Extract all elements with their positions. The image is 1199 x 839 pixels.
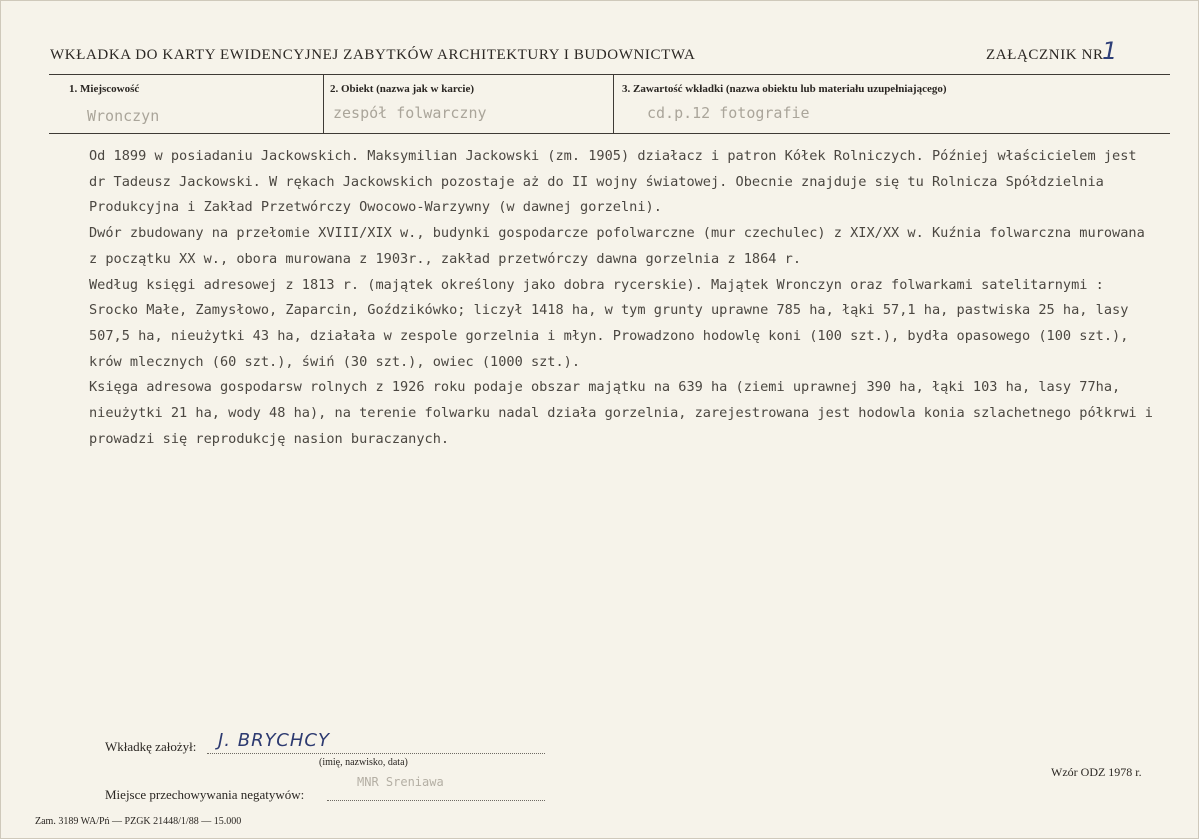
locality-value: Wronczyn [87,107,160,125]
contents-label: 3. Zawartość wkładki (nazwa obiektu lub materiału uzupełniającego) [622,83,947,95]
founder-hint: (imię, nazwisko, data) [319,757,408,768]
founder-line [207,753,545,754]
header-divider [49,74,1170,75]
description-text [89,144,1161,452]
field-separator-2 [613,74,614,133]
fields-divider [49,133,1170,134]
contents-value: cd.p.12 fotografie [647,104,810,122]
negatives-value: MNR Sreniawa [357,775,444,789]
annex-label: ZAŁĄCZNIK NR [986,47,1104,63]
form-model: Wzór ODZ 1978 r. [1051,765,1142,779]
locality-label: 1. Miejscowość [69,83,140,95]
paragraph-ownership: Od 1899 w posiadaniu Jackowskich. Maksymilian Jackowski (zm. 1905) działacz i patron Kółek Rolniczych. Później właścicielem jest dr Tadeusz Jackowski. W rękach Jackowskich pozostaje aż do II wojny światowej. Obecnie znajduje się tu Rolnicza Spółdzielnia Produkcyjna i Zakład Przetwórczy Owocowo-Warzywny (w dawnej gorzelni). [89,148,1137,216]
paragraph-1813-register: Według księgi adresowej z 1813 r. (majątek określony jako dobra rycerskie). Majątek Wronczyn oraz folwarkami satelitarnymi : Srocko Małe, Zamysłowo, Zaparcin, Goździkówko; liczył 1418 ha, w tym grunty uprawne 785 ha, łąki 57,1 ha, pastwiska 25 ha, lasy 507,5 ha, nieużytki 43 ha, działała w zespole gorzelnia i młyn. Prowadzono hodowlę koni (100 szt.), bydła opasowego (100 szt.), krów mlecznych (60 szt.), świń (30 szt.), owiec (1000 szt.). [89,276,1129,370]
object-value: zespół folwarczny [333,104,487,122]
object-label: 2. Obiekt (nazwa jak w karcie) [330,83,475,95]
paragraph-buildings: Dwór zbudowany na przełomie XVIII/XIX w., budynki gospodarcze pofolwarczne (mur czechulec) z XIX/XX w. Kuźnia folwarczna murowana z początku XX w., obora murowana z 1903r., zakład przetwórczy dawna gorzelnia z 1864 r. [89,225,1145,267]
document-title: WKŁADKA DO KARTY EWIDENCYJNEJ ZABYTKÓW ARCHITEKTURY I BUDOWNICTWA [50,47,696,63]
paragraph-1926-register: Księga adresowa gospodarsw rolnych z 1926 roku podaje obszar majątku na 639 ha (ziemi uprawnej 390 ha, łąki 103 ha, lasy 77ha, nieużytki 21 ha, wody 48 ha), na terenie folwarku nadal działa gorzelnia, zarejestrowana jest hodowla konia szlachetnego półkrwi i prowadzi się reprodukcję nasion buraczanych. [89,379,1153,447]
negatives-label: Miejsce przechowywania negatywów: [105,787,305,802]
field-separator-1 [323,74,324,133]
founder-label: Wkładkę założył: [105,739,197,754]
print-code: Zam. 3189 WA/Pń — PZGK 21448/1/88 — 15.000 [35,816,242,827]
negatives-line [327,800,545,801]
annex-number: 1 [1102,37,1118,65]
founder-signature: J. BRYCHCY [218,730,330,751]
